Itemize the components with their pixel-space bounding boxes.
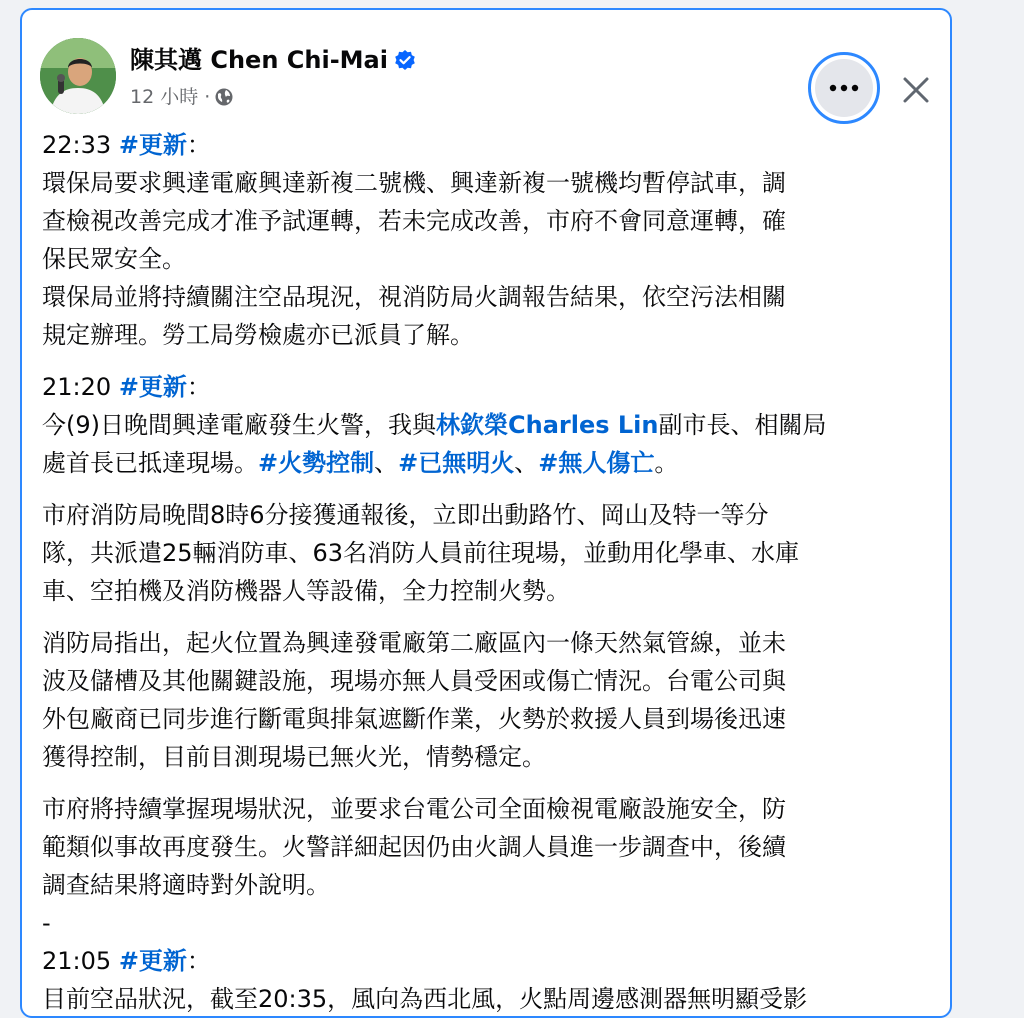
post-header <box>40 38 950 118</box>
hashtag-fire-control[interactable]: #火勢控制 <box>258 449 375 477</box>
text-segment: 副市長、相關局 <box>658 411 827 439</box>
text-line: 獲得控制，目前目測現場已無火光，情勢穩定。 <box>42 743 546 771</box>
close-button[interactable] <box>896 70 936 110</box>
separator: 、 <box>374 449 399 477</box>
text-line: 車、空拍機及消防機器人等設備，全力控制火勢。 <box>42 577 570 605</box>
paragraph-follow-up <box>42 790 922 942</box>
post-body <box>42 126 922 1018</box>
heading-colon: ： <box>186 947 211 975</box>
paragraph-dispatch <box>42 496 922 610</box>
update-heading <box>42 942 922 980</box>
meta-separator: · <box>204 86 211 108</box>
mention-link[interactable]: 林欽榮Charles Lin <box>436 411 659 439</box>
close-icon <box>902 76 930 104</box>
text-line: 查檢視改善完成才准予試運轉，若未完成改善，市府不會同意運轉，確 <box>42 207 786 235</box>
dash-separator: - <box>42 909 51 937</box>
author-name[interactable] <box>130 40 416 75</box>
text-line <box>42 406 922 444</box>
heading-colon: ： <box>186 373 211 401</box>
text-line: 環保局並將持續關注空品現況，視消防局火調報告結果，依空污法相關 <box>42 283 786 311</box>
text-line: 波及儲槽及其他關鍵設施，現場亦無人員受困或傷亡情況。台電公司與 <box>42 667 786 695</box>
text-line: 消防局指出，起火位置為興達發電廠第二廠區內一條天然氣管線，並未 <box>42 629 786 657</box>
text-line: 調查結果將適時對外說明。 <box>42 871 330 899</box>
hashtag-update[interactable]: #更新 <box>118 131 187 159</box>
update-time: 21:05 <box>42 947 112 975</box>
text-line: 市府消防局晚間8時6分接獲通報後，立即出動路竹、岡山及特一等分 <box>42 501 769 529</box>
text-segment: 。 <box>654 449 679 477</box>
post-time[interactable]: 12 小時 <box>130 86 199 108</box>
update-2105 <box>42 942 922 1018</box>
hashtag-no-open-flame[interactable]: #已無明火 <box>398 449 515 477</box>
text-segment: 處首長已抵達現場。 <box>42 449 258 477</box>
text-line: 規定辦理。勞工局勞檢處亦已派員了解。 <box>42 321 474 349</box>
text-line: 隊，共派遣25輛消防車、63名消防人員前往現場，並動用化學車、水庫 <box>42 539 800 567</box>
post-dialog <box>20 8 952 1018</box>
globe-icon[interactable] <box>214 87 234 107</box>
text-segment: 今(9)日晚間興達電廠發生火警，我與 <box>42 411 436 439</box>
update-2120 <box>42 368 922 482</box>
text-line: 市府將持續掌握現場狀況，並要求台電公司全面檢視電廠設施安全，防 <box>42 795 786 823</box>
heading-colon: ： <box>186 131 211 159</box>
text-line: 範類似事故再度發生。火警詳細起因仍由火調人員進一步調查中，後續 <box>42 833 786 861</box>
avatar-photo <box>40 38 116 114</box>
paragraph-fire-origin <box>42 624 922 776</box>
avatar[interactable] <box>40 38 116 114</box>
update-time: 21:20 <box>42 373 112 401</box>
update-heading <box>42 368 922 406</box>
update-2233 <box>42 126 922 354</box>
verified-badge-icon <box>394 49 416 71</box>
update-heading <box>42 126 922 164</box>
hashtag-update[interactable]: #更新 <box>118 947 187 975</box>
text-line: 外包廠商已同步進行斷電與排氣遮斷作業，火勢於救援人員到場後迅速 <box>42 705 786 733</box>
text-line: 目前空品狀況，截至20:35，風向為西北風，火點周邊感測器無明顯受影 <box>42 985 808 1013</box>
update-time: 22:33 <box>42 131 112 159</box>
more-options-button[interactable] <box>808 52 880 124</box>
separator: 、 <box>514 449 539 477</box>
hashtag-no-casualties[interactable]: #無人傷亡 <box>538 449 655 477</box>
more-horizontal-icon <box>815 59 873 117</box>
text-line <box>42 444 922 482</box>
text-line: 環保局要求興達電廠興達新複二號機、興達新複一號機均暫停試車，調 <box>42 169 786 197</box>
author-name-text[interactable]: 陳其邁 Chen Chi-Mai <box>130 46 388 74</box>
hashtag-update[interactable]: #更新 <box>118 373 187 401</box>
post-meta <box>130 82 234 109</box>
text-line: 保民眾安全。 <box>42 245 186 273</box>
